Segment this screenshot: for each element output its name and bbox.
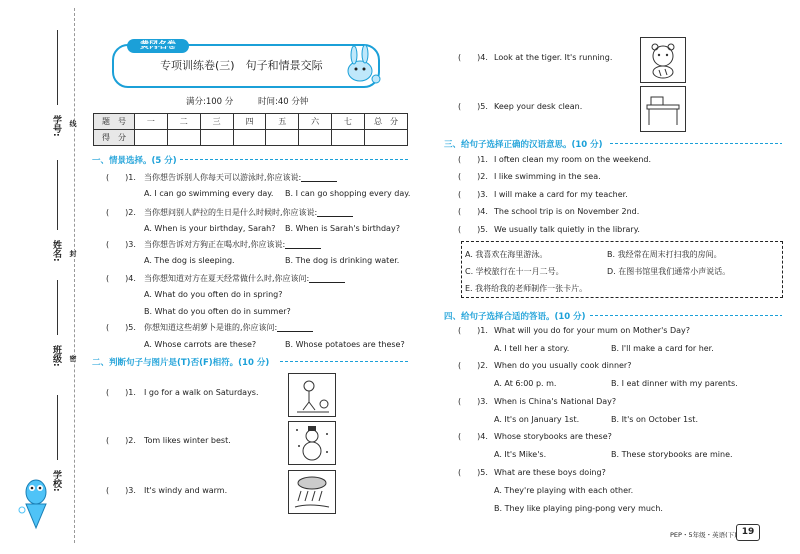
- option-a: A. At 6:00 p. m.: [494, 379, 557, 388]
- option-a: A. It's on January 1st.: [494, 415, 580, 424]
- statement-text: It's windy and warm.: [144, 486, 228, 495]
- walking-icon: [289, 374, 335, 416]
- mascot-icon: [14, 470, 56, 532]
- picture-desk: [640, 86, 686, 132]
- table-cell: 一: [135, 114, 168, 130]
- footer-label: PEP・5年级・英语(下): [670, 531, 737, 539]
- binding-line: [74, 8, 75, 543]
- time-limit: 时间:40 分钟: [258, 97, 309, 107]
- option-a: A. Whose carrots are these?: [144, 340, 257, 349]
- school-line: [57, 395, 58, 460]
- q-number: ( )5.: [458, 102, 488, 111]
- option-b: B. I'll make a card for her.: [611, 344, 714, 353]
- table-cell: 七: [332, 114, 365, 130]
- q-number: ( )5.: [458, 468, 488, 477]
- q-number: ( )2.: [106, 208, 136, 217]
- option-a: A. What do you often do in spring?: [144, 290, 283, 299]
- q-number: ( )1.: [458, 326, 488, 335]
- score-table: [93, 113, 408, 146]
- question-text: What will you do for your mum on Mother's Day?: [494, 326, 691, 335]
- option-b: B. I can go shopping every day.: [285, 189, 411, 198]
- student-no-line: [57, 30, 58, 105]
- score-table-score-row: [94, 130, 408, 146]
- full-score: 满分:100 分: [186, 97, 234, 107]
- question-text: When is China's National Day?: [494, 397, 617, 406]
- q-number: ( )3.: [106, 486, 136, 495]
- question-text: What are these boys doing?: [494, 468, 606, 477]
- picture-snowman: [288, 421, 336, 465]
- question-text: 当你想问别人萨拉的生日是什么时候时,你应该说:: [144, 209, 353, 217]
- option-b: B. I eat dinner with my parents.: [611, 379, 738, 388]
- table-cell: 题 号: [94, 114, 135, 130]
- section4-title: 四、给句子选择合适的答语。(10 分): [444, 312, 586, 322]
- class-line: [57, 280, 58, 335]
- question-text: 当你想告诉对方狗正在喝水时,你应该说:: [144, 241, 321, 249]
- score-cell[interactable]: [365, 130, 408, 146]
- section-divider: [610, 143, 782, 144]
- section3-title: 三、给句子选择正确的汉语意思。(10 分): [444, 140, 603, 150]
- option-a: A. It's Mike's.: [494, 450, 547, 459]
- q-number: ( )5.: [458, 225, 488, 234]
- section-divider: [280, 361, 410, 362]
- option-a: A. I tell her a story.: [494, 344, 570, 353]
- score-cell[interactable]: [167, 130, 200, 146]
- sentence-text: I often clean my room on the weekend.: [494, 155, 652, 164]
- option-d: D. 在图书馆里我们通常小声说话。: [607, 267, 731, 276]
- statement-text: Keep your desk clean.: [494, 102, 583, 111]
- sentence-text: I like swimming in the sea.: [494, 172, 601, 181]
- score-cell[interactable]: [266, 130, 299, 146]
- option-b: B. When is Sarah's birthday?: [285, 224, 400, 233]
- section2-title: 二、判断句子与图片是(T)否(F)相符。(10 分): [92, 358, 270, 368]
- snowman-icon: [289, 422, 335, 464]
- table-cell: 四: [233, 114, 266, 130]
- student-no-label: 学号:: [51, 115, 61, 137]
- option-a: A. 我喜欢在海里游泳。: [465, 250, 548, 259]
- score-cell[interactable]: [332, 130, 365, 146]
- desk-icon: [641, 87, 685, 131]
- table-cell: 得 分: [94, 130, 135, 146]
- option-b: B. It's on October 1st.: [611, 415, 698, 424]
- q-number: ( )2.: [106, 436, 136, 445]
- statement-text: I go for a walk on Saturdays.: [144, 388, 259, 397]
- q-number: ( )3.: [106, 240, 136, 249]
- seal-mark-seal: 封: [69, 250, 77, 257]
- table-cell: 三: [200, 114, 233, 130]
- rabbit-icon: [340, 45, 384, 87]
- table-cell: 六: [299, 114, 332, 130]
- question-text: 你想知道这些胡萝卜是谁的,你应该问:: [144, 324, 313, 332]
- q-number: ( )4.: [458, 207, 488, 216]
- option-a: A. They're playing with each other.: [494, 486, 634, 495]
- windy-rain-icon: [289, 471, 335, 513]
- option-e: E. 我将给我的老师制作一张卡片。: [465, 284, 588, 293]
- option-b: B. The dog is drinking water.: [285, 256, 400, 265]
- table-cell: 二: [167, 114, 200, 130]
- q-number: ( )2.: [458, 361, 488, 370]
- page-number-badge: [736, 524, 760, 541]
- score-cell[interactable]: [135, 130, 168, 146]
- table-cell: 总 分: [365, 114, 408, 130]
- q-number: ( )4.: [458, 53, 488, 62]
- score-table-header-row: [94, 114, 408, 130]
- section1-title: 一、情景选择。(5 分): [92, 156, 177, 166]
- picture-walking: [288, 373, 336, 417]
- sentence-text: I will make a card for my teacher.: [494, 190, 628, 199]
- question-text: When do you usually cook dinner?: [494, 361, 632, 370]
- q-number: ( )4.: [458, 432, 488, 441]
- seal-mark-secret: 密: [69, 355, 77, 362]
- option-b: B. What do you often do in summer?: [144, 307, 291, 316]
- q-number: ( )3.: [458, 190, 488, 199]
- q-number: ( )4.: [106, 274, 136, 283]
- section-divider: [590, 315, 782, 316]
- q-number: ( )1.: [106, 388, 136, 397]
- name-line: [57, 160, 58, 230]
- logo-text: 黄冈名卷: [139, 41, 176, 51]
- q-number: ( )1.: [106, 173, 136, 182]
- option-a: A. When is your birthday, Sarah?: [144, 224, 276, 233]
- page-number: 19: [741, 527, 755, 537]
- option-b: B. These storybooks are mine.: [611, 450, 733, 459]
- sentence-text: The school trip is on November 2nd.: [494, 207, 640, 216]
- school-label: 学校:: [51, 470, 61, 492]
- option-a: A. I can go swimming every day.: [144, 189, 274, 198]
- option-a: A. The dog is sleeping.: [144, 256, 235, 265]
- seal-mark-line: 线: [69, 120, 77, 127]
- picture-windy-rain: [288, 470, 336, 514]
- q-number: ( )5.: [106, 323, 136, 332]
- q-number: ( )2.: [458, 172, 488, 181]
- table-cell: 五: [266, 114, 299, 130]
- q-number: ( )3.: [458, 397, 488, 406]
- option-b: B. They like playing ping-pong very much.: [494, 504, 663, 513]
- question-text: 当你想知道对方在夏天经常做什么时,你应该问:: [144, 275, 345, 283]
- option-b: B. Whose potatoes are these?: [285, 340, 405, 349]
- tiger-icon: [641, 38, 685, 82]
- score-cell[interactable]: [233, 130, 266, 146]
- question-text: 当你想告诉别人你每天可以游泳时,你应该说:: [144, 174, 337, 182]
- class-label: 班级:: [51, 345, 61, 367]
- sentence-text: We usually talk quietly in the library.: [494, 225, 640, 234]
- option-c: C. 学校旅行在十一月二号。: [465, 267, 564, 276]
- score-cell[interactable]: [200, 130, 233, 146]
- statement-text: Look at the tiger. It's running.: [494, 53, 613, 62]
- name-label: 姓名:: [51, 240, 61, 262]
- picture-tiger: [640, 37, 686, 83]
- q-number: ( )1.: [458, 155, 488, 164]
- statement-text: Tom likes winter best.: [144, 436, 231, 445]
- question-text: Whose storybooks are these?: [494, 432, 612, 441]
- section-divider: [180, 159, 410, 160]
- page-title: 专项训练卷(三) 句子和情景交际: [160, 59, 323, 72]
- option-b: B. 我经常在周末打扫我的房间。: [607, 250, 722, 259]
- score-cell[interactable]: [299, 130, 332, 146]
